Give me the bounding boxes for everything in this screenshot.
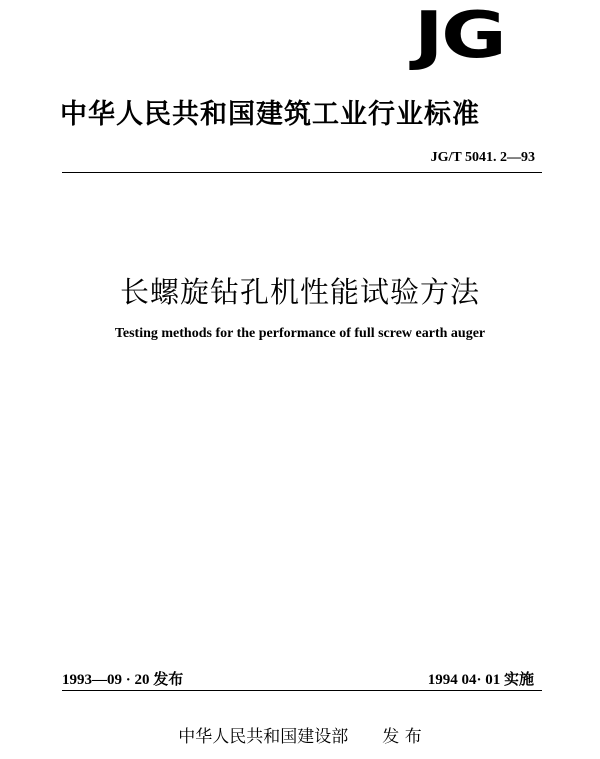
industry-standard-title: 中华人民共和国建筑工业行业标准 xyxy=(60,99,480,130)
header-divider xyxy=(62,172,542,173)
document-title-english: Testing methods for the performance of full screw earth auger xyxy=(114,326,486,341)
implementation-date: 1994 04· 01 实施 xyxy=(427,672,534,688)
footer-divider xyxy=(62,690,542,691)
jg-logo: JG xyxy=(413,0,504,73)
issue-date: 1993—09 · 20 发布 xyxy=(62,672,184,688)
document-title-chinese: 长螺旋钻孔机性能试验方法 xyxy=(119,275,480,309)
issuer-line xyxy=(0,722,600,747)
issuing-authority: 中华人民共和国建设部 xyxy=(178,727,349,747)
issue-action: 发 布 xyxy=(382,727,422,747)
standard-number: JG/T 5041. 2—93 xyxy=(430,150,535,165)
